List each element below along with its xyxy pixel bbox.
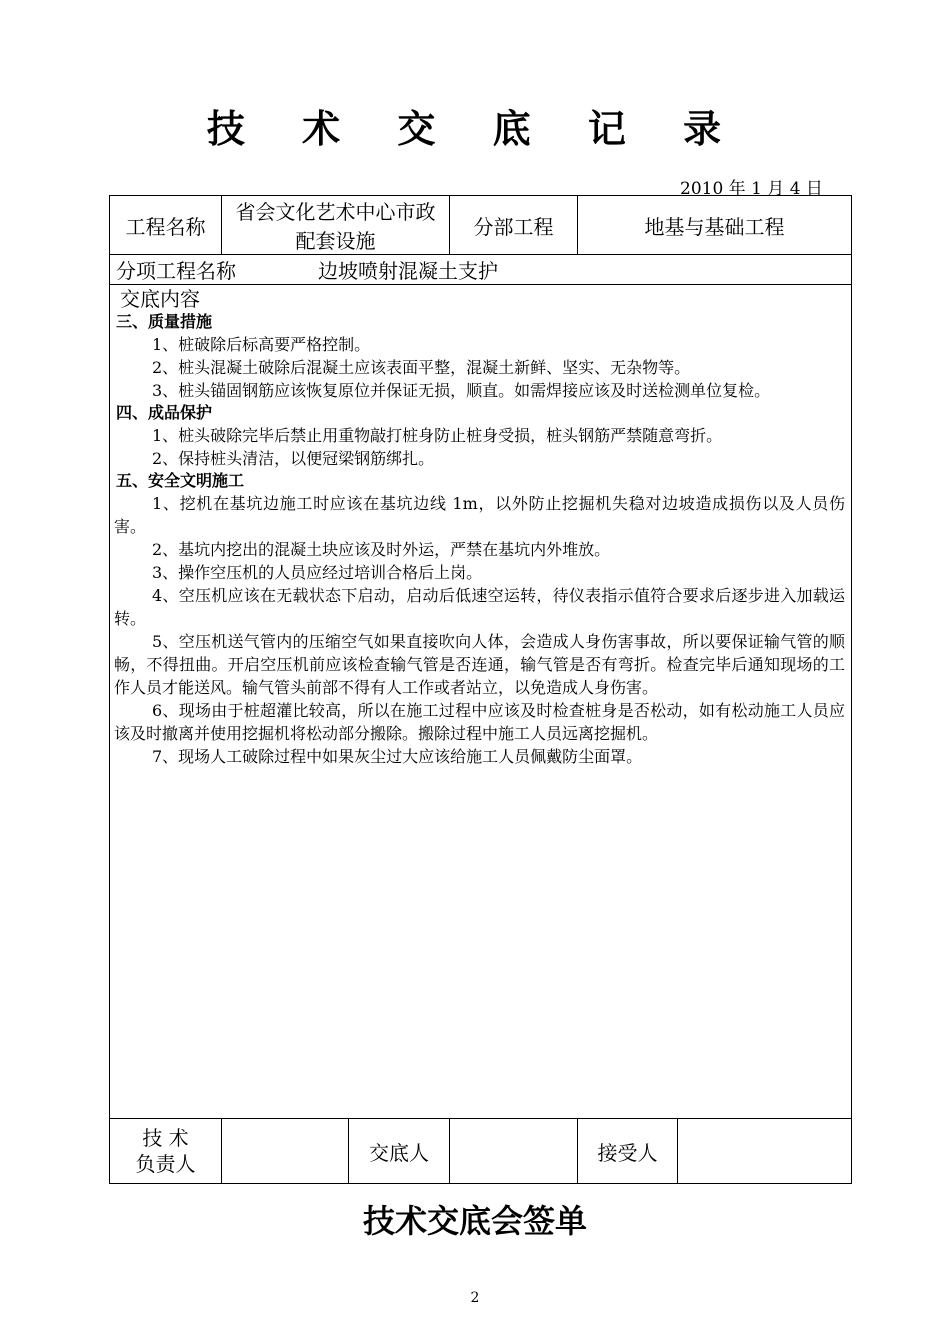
presenter-label: 交底人	[349, 1119, 450, 1184]
division-value: 地基与基础工程	[578, 196, 852, 255]
document-date: 2010 年 1 月 4 日	[680, 179, 823, 199]
subitem-cell	[110, 255, 852, 285]
section-heading-quality: 三、质量措施	[116, 312, 213, 331]
project-name-value: 省会文化艺术中心市政配套设施	[222, 196, 450, 255]
paragraph: 2、桩头混凝土破除后混凝土应该表面平整，混凝土新鲜、坚实、无杂物等。	[152, 358, 691, 377]
receiver-label: 接受人	[578, 1119, 678, 1184]
content-cell	[110, 285, 852, 1119]
receiver-signature-field[interactable]	[678, 1119, 852, 1184]
tech-lead-label: 技 术 负责人	[110, 1119, 222, 1184]
document-title: 技 术 交 底 记 录	[206, 107, 744, 151]
paragraph: 7、现场人工破除过程中如果灰尘过大应该给施工人员佩戴防尘面罩。	[152, 747, 643, 766]
section-heading-protection: 四、成品保护	[116, 403, 213, 422]
division-label: 分部工程	[450, 196, 578, 255]
content-label: 交底内容	[120, 287, 200, 311]
record-table	[109, 195, 852, 1184]
signature-row	[110, 1119, 852, 1184]
paragraph: 3、桩头锚固钢筋应该恢复原位并保证无损，顺直。如需焊接应该及时送检测单位复检。	[152, 381, 771, 400]
project-row	[110, 196, 852, 255]
subitem-label: 分项工程名称	[116, 259, 236, 283]
paragraph: 6、现场由于桩超灌比较高，所以在施工过程中应该及时检查桩身是否松动，如有松动施工人员应该及时撤离并使用挖掘机将松动部分搬除。搬除过程中施工人员远离挖掘机。	[114, 701, 845, 743]
paragraph: 3、操作空压机的人员应经过培训合格后上岗。	[152, 563, 483, 582]
paragraph: 2、基坑内挖出的混凝土块应该及时外运，严禁在基坑内外堆放。	[152, 540, 611, 559]
section-heading-safety: 五、安全文明施工	[116, 471, 245, 490]
paragraph: 5、空压机送气管内的压缩空气如果直接吹向人体，会造成人身伤害事故，所以要保证输气管的顺畅，不得扭曲。开启空压机前应该检查输气管是否连通，输气管是否有弯折。检查完毕后通知现场的工作人员才能送风。输气管头前部不得有人工作或者站立，以免造成人身伤害。	[114, 632, 845, 697]
paragraph: 1、桩破除后标高要严格控制。	[152, 335, 371, 354]
project-name-label: 工程名称	[110, 196, 222, 255]
tech-lead-signature-field[interactable]	[222, 1119, 349, 1184]
page-number: 2	[470, 1290, 480, 1306]
presenter-signature-field[interactable]	[450, 1119, 578, 1184]
paragraph: 1、桩头破除完毕后禁止用重物敲打桩身防止桩身受损，桩头钢筋严禁随意弯折。	[152, 426, 723, 445]
paragraph: 1、挖机在基坑边施工时应该在基坑边线 1m，以外防止挖掘机失稳对边坡造成损伤以及人员伤害。	[114, 494, 845, 536]
subitem-value: 边坡喷射混凝土支护	[318, 259, 498, 283]
paragraph: 2、保持桩头清洁，以便冠梁钢筋绑扎。	[152, 449, 435, 468]
sign-off-title: 技术交底会签单	[362, 1202, 587, 1240]
subitem-row	[110, 255, 852, 285]
paragraph: 4、空压机应该在无载状态下启动，启动后低速空运转，待仪表指示值符合要求后逐步进入加载运转。	[114, 586, 845, 628]
